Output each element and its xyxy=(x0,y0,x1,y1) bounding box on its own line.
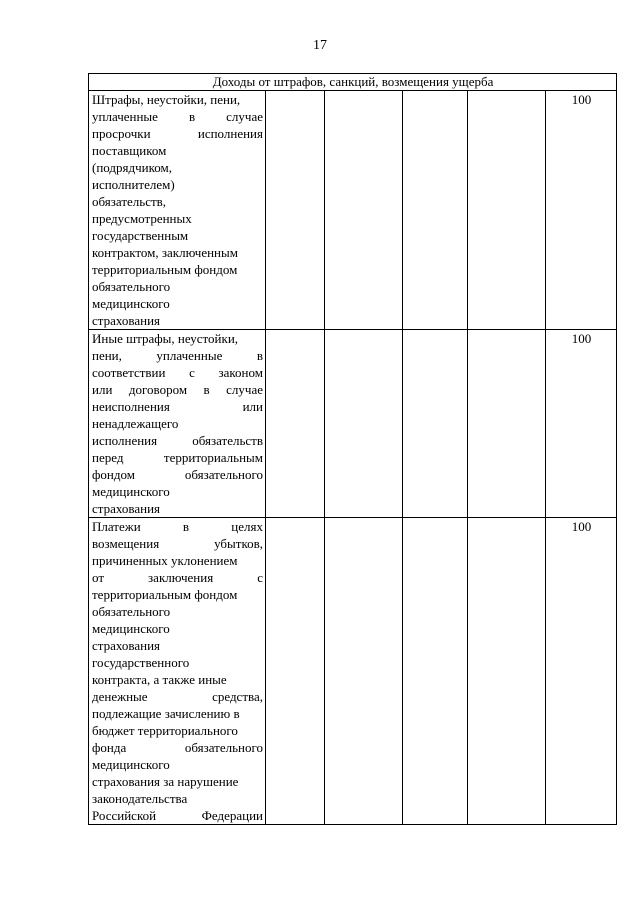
description-line xyxy=(92,705,263,722)
description-line xyxy=(92,193,263,210)
description-line xyxy=(92,671,263,688)
description-word: страхования за нарушение xyxy=(92,774,239,789)
section-title: Доходы от штрафов, санкций, возмещения ущерба xyxy=(89,74,617,91)
description-word: случае xyxy=(226,382,263,397)
description-word: исполнения xyxy=(197,126,263,141)
norm-percent-cell: 100 xyxy=(546,518,617,825)
table-row xyxy=(89,518,617,825)
description-line xyxy=(92,210,263,227)
description-word: обязательств, xyxy=(92,194,167,209)
empty-cell xyxy=(325,91,403,330)
empty-cell xyxy=(468,91,546,330)
description-word: в xyxy=(188,109,196,124)
description-word: Платежи xyxy=(92,519,141,534)
row-description xyxy=(89,330,266,518)
description-line xyxy=(92,398,263,415)
description-line xyxy=(92,278,263,295)
description-word: территориальным xyxy=(163,450,263,465)
description-word: обязательного xyxy=(184,740,263,755)
description-word: государственного xyxy=(92,655,190,670)
description-word: возмещения xyxy=(92,536,160,551)
description-line xyxy=(92,91,263,108)
description-line xyxy=(92,773,263,790)
row-description xyxy=(89,91,266,330)
description-word: страхования xyxy=(92,501,161,516)
description-word: или xyxy=(242,399,263,414)
empty-cell xyxy=(403,330,468,518)
description-word: целях xyxy=(231,519,263,534)
description-line xyxy=(92,722,263,739)
description-line xyxy=(92,381,263,398)
description-word: обязательств xyxy=(192,433,263,448)
description-word: бюджет территориального xyxy=(92,723,238,738)
description-word: обязательного xyxy=(92,604,171,619)
description-word: законодательства xyxy=(92,791,188,806)
description-line xyxy=(92,807,263,824)
description-word: медицинского xyxy=(92,621,170,636)
description-word: Российской xyxy=(92,808,157,823)
description-word: в xyxy=(256,348,263,363)
description-word: или xyxy=(92,382,113,397)
description-line xyxy=(92,756,263,773)
description-line xyxy=(92,176,263,193)
description-word: исполнителем) xyxy=(92,177,175,192)
description-line xyxy=(92,159,263,176)
description-word: с xyxy=(189,365,195,380)
description-word: медицинского xyxy=(92,484,170,499)
description-word: территориальным фондом xyxy=(92,262,238,277)
empty-cell xyxy=(325,518,403,825)
empty-cell xyxy=(266,518,325,825)
table-row xyxy=(89,91,617,330)
description-word: страхования xyxy=(92,638,161,653)
empty-cell xyxy=(325,330,403,518)
description-word: законом xyxy=(218,365,263,380)
description-word: неисполнения xyxy=(92,399,170,414)
description-word: соответствии xyxy=(92,365,166,380)
description-word: обязательного xyxy=(184,467,263,482)
description-word: фонда xyxy=(92,740,127,755)
description-line xyxy=(92,569,263,586)
description-word: убытков, xyxy=(214,536,263,551)
description-word: уплаченные xyxy=(156,348,223,363)
description-word: заключения xyxy=(148,570,214,585)
description-word: (подрядчиком, xyxy=(92,160,172,175)
description-line xyxy=(92,688,263,705)
description-line xyxy=(92,603,263,620)
description-word: подлежащие зачислению в xyxy=(92,706,240,721)
norm-percent-cell: 100 xyxy=(546,330,617,518)
description-line xyxy=(92,347,263,364)
description-word: территориальным фондом xyxy=(92,587,238,602)
description-line xyxy=(92,790,263,807)
description-word: медицинского xyxy=(92,296,170,311)
description-line xyxy=(92,637,263,654)
description-line xyxy=(92,125,263,142)
description-line xyxy=(92,518,263,535)
description-word: медицинского xyxy=(92,757,170,772)
empty-cell xyxy=(468,518,546,825)
description-word: пени, xyxy=(92,348,122,363)
description-word: государственным xyxy=(92,228,189,243)
description-word: в xyxy=(182,519,190,534)
description-line xyxy=(92,364,263,381)
description-word: фондом xyxy=(92,467,135,482)
description-word: договором xyxy=(128,382,188,397)
table-row xyxy=(89,330,617,518)
description-line xyxy=(92,108,263,125)
norm-percent-cell: 100 xyxy=(546,91,617,330)
description-word: случае xyxy=(226,109,263,124)
description-word: перед xyxy=(92,450,124,465)
empty-cell xyxy=(266,330,325,518)
description-line xyxy=(92,261,263,278)
description-line xyxy=(92,330,263,347)
empty-cell xyxy=(403,91,468,330)
description-line xyxy=(92,244,263,261)
description-line xyxy=(92,432,263,449)
revenue-table xyxy=(88,73,617,825)
description-word: обязательного xyxy=(92,279,171,294)
description-word: исполнения xyxy=(92,433,158,448)
description-word: средства, xyxy=(212,689,263,704)
description-line xyxy=(92,142,263,159)
description-word: Федерации xyxy=(201,808,263,823)
description-word: с xyxy=(257,570,263,585)
description-line xyxy=(92,312,263,329)
empty-cell xyxy=(403,518,468,825)
description-line xyxy=(92,654,263,671)
description-word: уплаченные xyxy=(92,109,158,124)
description-word: контракта, а также иные xyxy=(92,672,227,687)
description-word: страхования xyxy=(92,313,161,328)
description-line xyxy=(92,552,263,569)
row-description xyxy=(89,518,266,825)
page-number: 17 xyxy=(313,38,327,53)
description-line xyxy=(92,227,263,244)
description-word: поставщиком xyxy=(92,143,167,158)
description-line xyxy=(92,449,263,466)
description-line xyxy=(92,739,263,756)
description-word: денежные xyxy=(92,689,148,704)
description-line xyxy=(92,466,263,483)
section-header-row xyxy=(89,74,617,91)
description-word: Иные штрафы, неустойки, xyxy=(92,331,239,346)
description-word: от xyxy=(92,570,105,585)
description-line xyxy=(92,586,263,603)
description-line xyxy=(92,295,263,312)
description-word: причиненных уклонением xyxy=(92,553,238,568)
description-line xyxy=(92,415,263,432)
description-word: контрактом, заключенным xyxy=(92,245,238,260)
description-line xyxy=(92,500,263,517)
description-line xyxy=(92,620,263,637)
empty-cell xyxy=(468,330,546,518)
description-word: просрочки xyxy=(92,126,151,141)
description-line xyxy=(92,483,263,500)
description-word: Штрафы, неустойки, пени, xyxy=(92,92,241,107)
description-word: предусмотренных xyxy=(92,211,192,226)
empty-cell xyxy=(266,91,325,330)
description-word: ненадлежащего xyxy=(92,416,179,431)
description-line xyxy=(92,535,263,552)
description-word: в xyxy=(203,382,210,397)
